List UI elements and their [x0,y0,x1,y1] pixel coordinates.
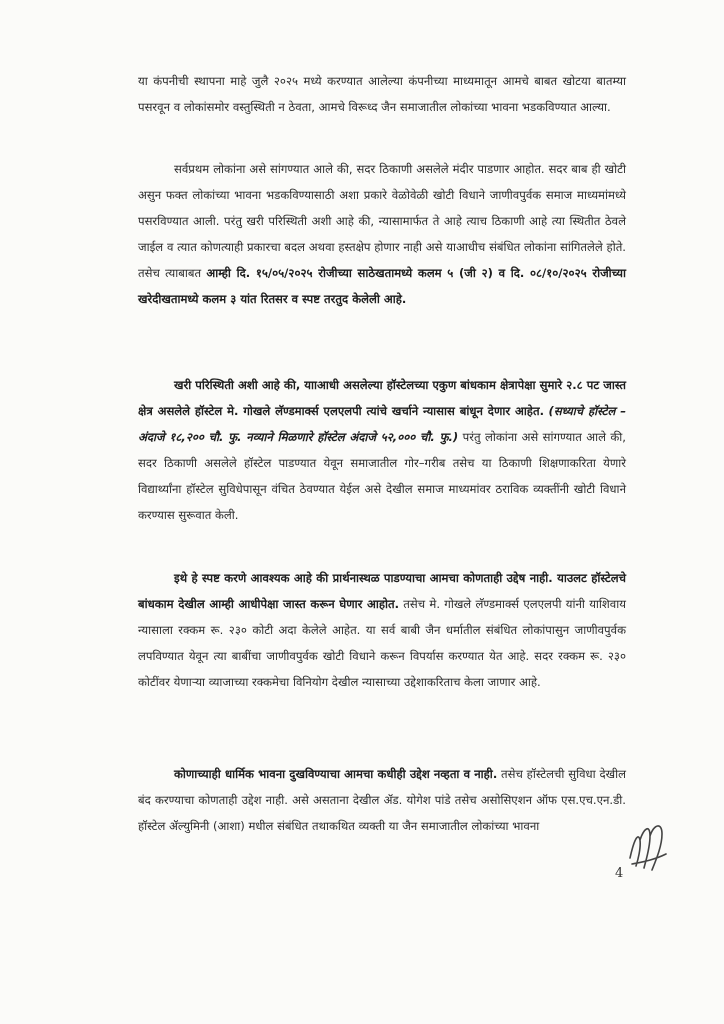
paragraph-2-bold-clause: आम्ही दि. १५/०५/२०२५ रोजीच्या साठेखतामध्ये कलम ५ (जी २) व दि. ०८/१०/२०२५ रोजीच्या खरेदीखतामध्ये कलम ३ यांत रितसर व स्पष्ट तरतुद केलेली आहे. [138,266,626,306]
signature-mark [624,818,672,878]
paragraph-1-text: या कंपनीची स्थापना माहे जुलै २०२५ मध्ये करण्यात आलेल्या कंपनीच्या माध्यमातून आमचे बाबत खोटया बातम्या पसरवून व लोकांसमोर वस्तुस्थिती न ठेवता, आमचे विरूध्द जैन समाजातील लोकांच्या भावना भडकविण्यात आल्या. [138,74,626,114]
paragraph-4 [138,565,626,695]
paragraph-3-bold-statement: खरी परिस्थिती अशी आहे की, यााआधी असलेल्या हॉस्टेलच्या एकुण बांधकाम क्षेत्रापेक्षा सुमारे २.८ पट जास्त क्षेत्र असलेले हॉस्टेल मे. गोखले लॅण्डमार्क्स एलएलपी त्यांचे खर्चाने न्यासास बांधून देणार आहेत. [138,378,626,418]
paragraph-5-bold-statement: कोणाच्याही धार्मिक भावना दुखविण्याचा आमचा कधीही उद्देश नव्हता व नाही. [174,767,498,781]
page-number: 4 [615,866,624,881]
paragraph-5-text: तसेच हॉस्टेलची सुविधा देखील बंद करण्याचा कोणताही उद्देश नाही. असे असताना देखील ॲड. योगेश पांडे तसेच असोसिएशन ऑफ एस.एच.एन.डी. हॉस्टेल ॲल्युमिनी (आशा) मधील संबंधित तथाकथित व्यक्ती या जैन समाजातील लोकांच्या भावना [138,767,626,833]
paragraph-3-area-note: (सध्याचे हॉस्टेल – अंदाजे १८,२०० चौ. फु. नव्याने मिळणारे हॉस्टेल अंदाजे ५२,००० चौ. फु.) [138,404,627,444]
paragraph-4-text: तसेच मे. गोखले लॅण्डमार्क्स एलएलपी यांनी याशिवाय न्यासाला रक्कम रू. २३० कोटी अदा केलेले आहेत. या सर्व बाबी जैन धर्मातील संबंधित लोकांपासुन जाणीवपुर्वक लपविण्यात येवून त्या बाबींचा जाणीवपुर्वक खोटी विधाने करून विपर्यास करण्यात येत आहे. सदर रक्कम रू. २३० कोटींवर येणाऱ्या व्याजाच्या रक्कमेचा विनियोग देखील न्यासाच्या उद्देशाकरिताच केला जाणार आहे. [138,597,626,689]
paragraph-2 [138,156,626,312]
paragraph-4-bold-statement: इथे हे स्पष्ट करणे आवश्यक आहे की प्रार्थनास्थळ पाडण्याचा आमचा कोणताही उद्देष नाही. याउलट हॉस्टेलचे बांधकाम देखील आम्ही आधीपेक्षा जास्त करून घेणार आहोत. [138,571,626,611]
paragraph-3 [138,372,626,528]
paragraph-3-text: परंतु लोकांना असे सांगण्यात आले की, सदर ठिकाणी असलेले हॉस्टेल पाडण्यात येवून समाजातील गोर–गरीब तसेच या ठिकाणी शिक्षणाकरिता येणारे विद्यार्थ्यांना हॉस्टेल सुविधेपासून वंचित ठेवण्यात येईल असे देखील समाज माध्यमांवर ठराविक व्यक्तींनी खोटी विधाने करण्यास सुरूवात केली. [138,430,626,522]
paragraph-1 [138,68,626,120]
paragraph-2-text: सर्वप्रथम लोकांना असे सांगण्यात आले की, सदर ठिकाणी असलेले मंदीर पाडणार आहोत. सदर बाब ही खोटी असुन फक्त लोकांच्या भावना भडकविण्यासाठी अशा प्रकारे वेळोवेळी खोटी विधाने जाणीवपुर्वक समाज माध्यमांमध्ये पसरविण्यात आली. परंतु खरी परिस्थिती अशी आहे की, न्यासामार्फत ते आहे त्याच ठिकाणी आहे त्या स्थितीत ठेवले जाईल व त्यात कोणत्याही प्रकारचा बदल अथवा हस्तक्षेप होणार नाही असे याआधीच संबंधित लोकांना सांगितलेले होते. तसेच त्याबाबत [138,162,626,280]
paragraph-5 [138,761,626,839]
